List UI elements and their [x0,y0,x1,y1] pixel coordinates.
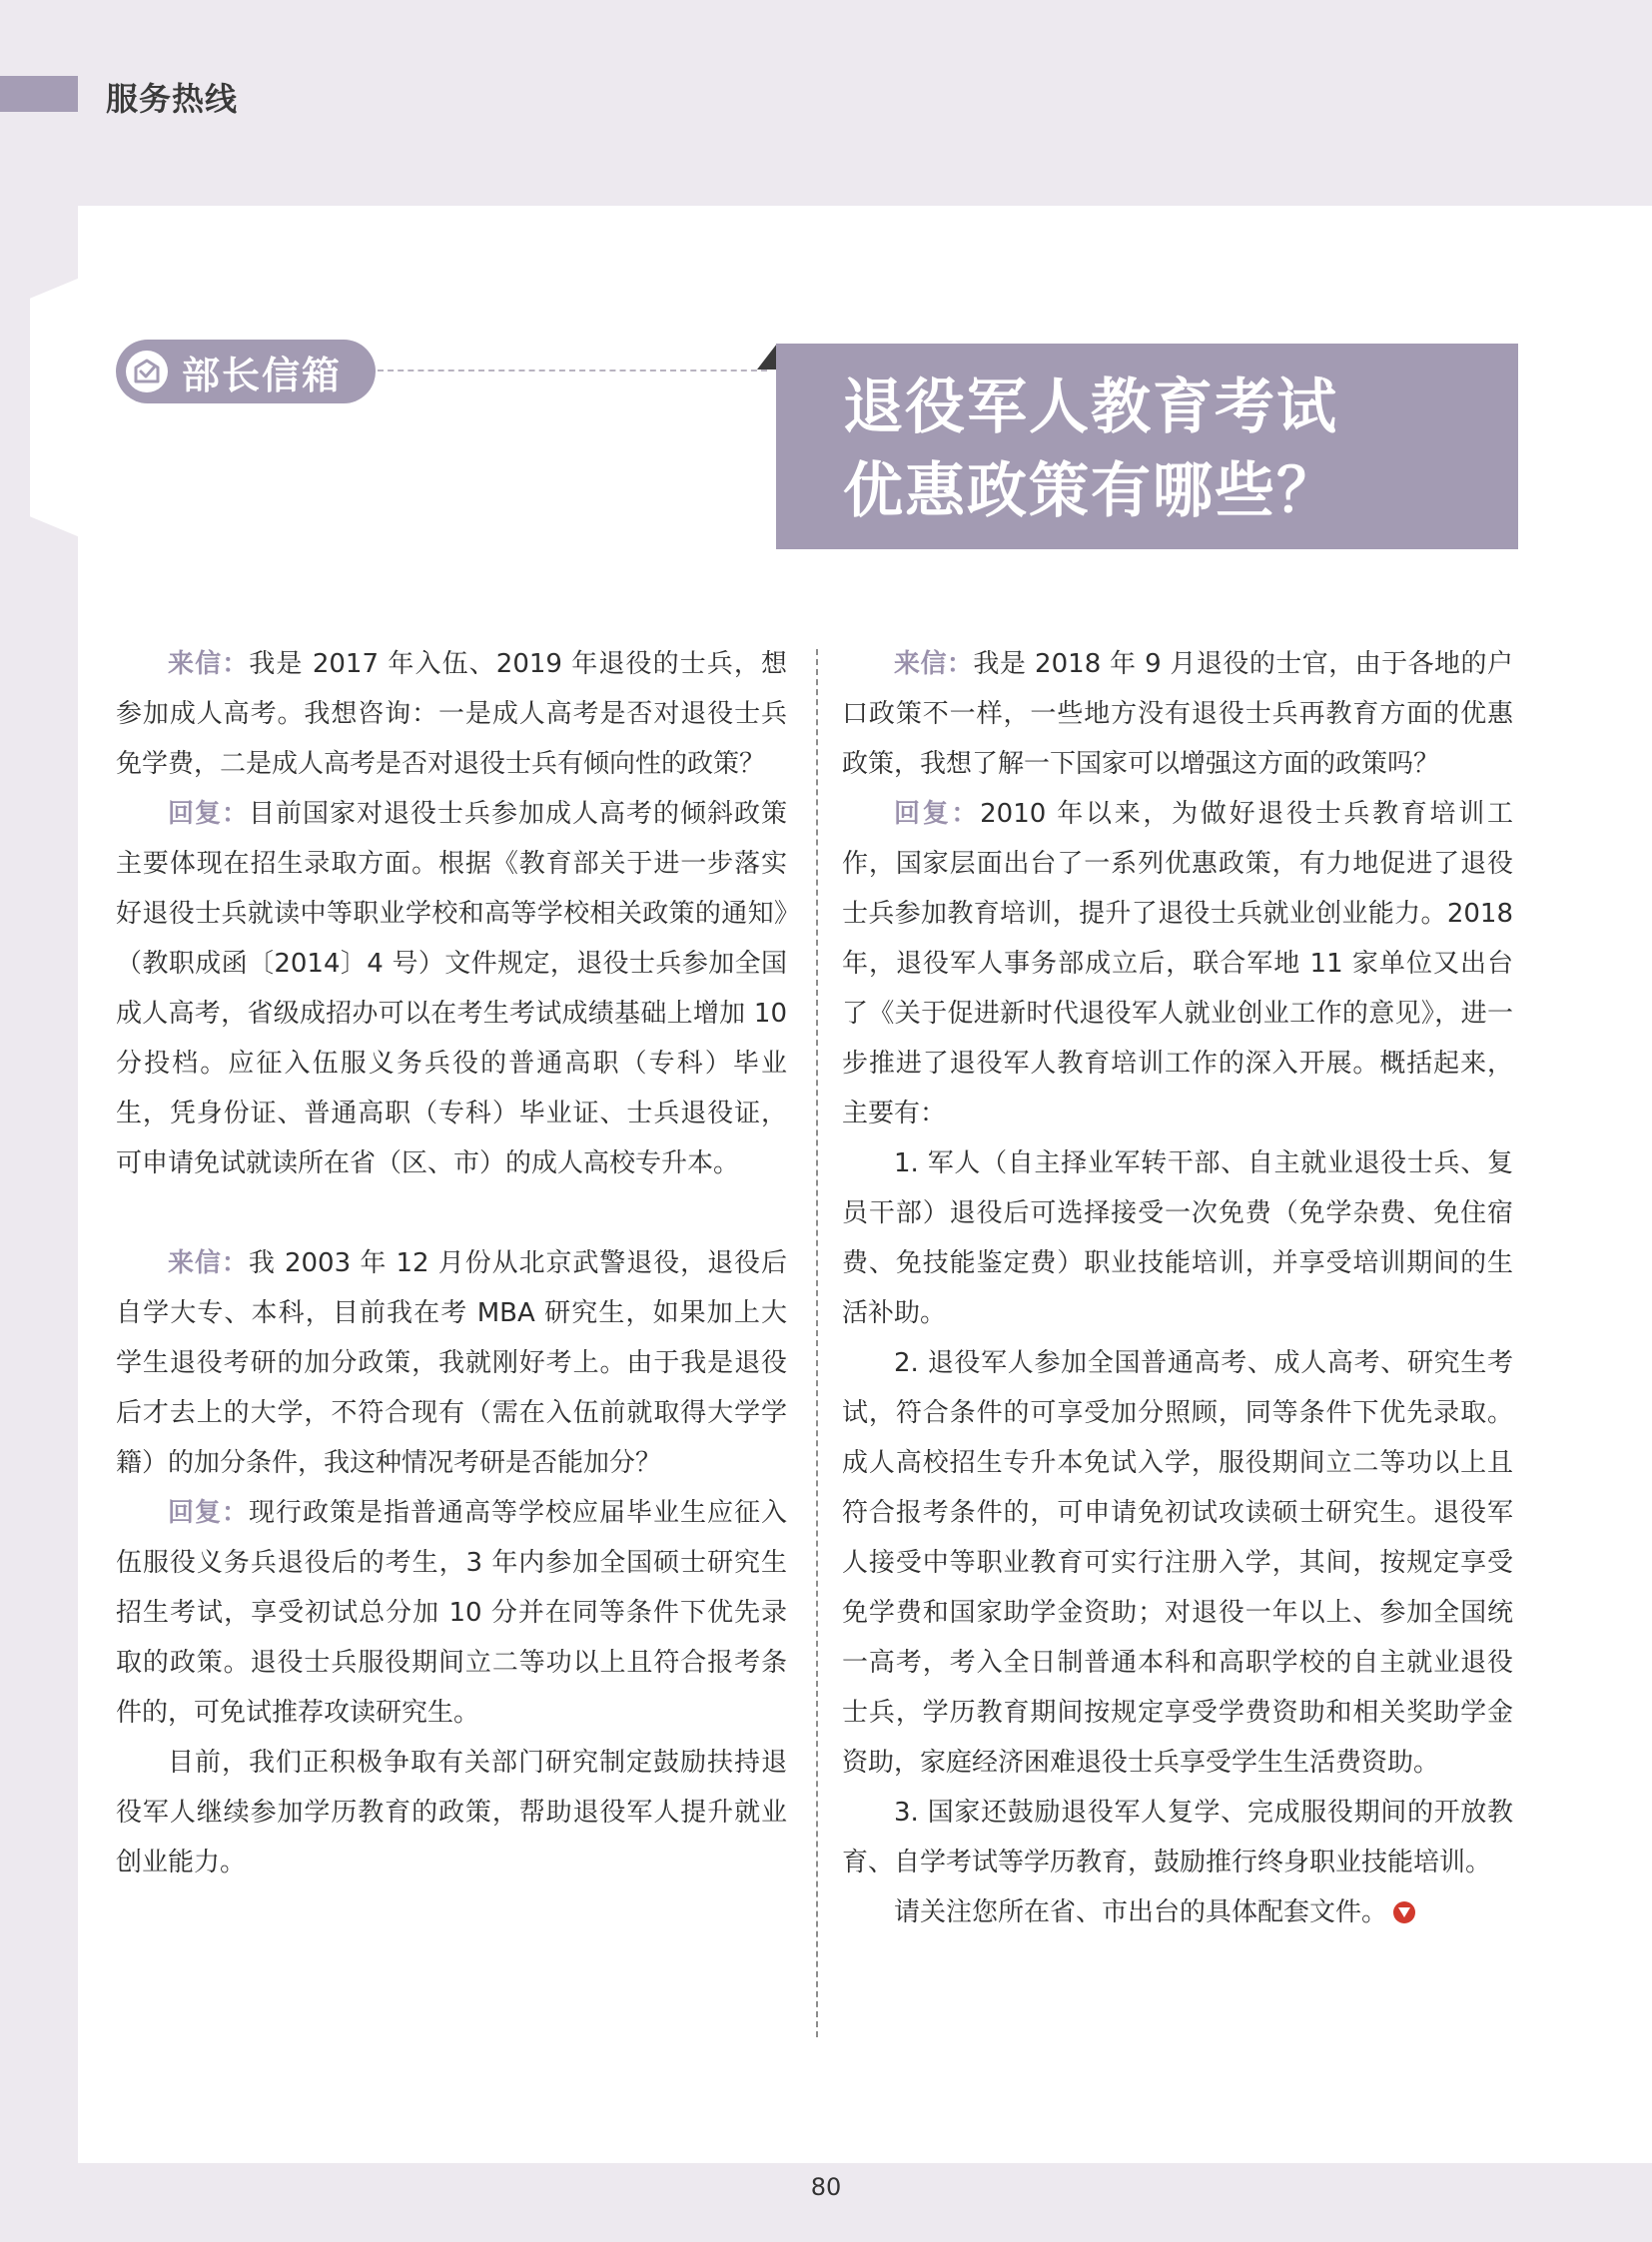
right-column [842,639,1513,1937]
paragraph-text: 目前，我们正积极争取有关部门研究制定鼓励扶持退役军人继续参加学历教育的政策，帮助退役军人提升就业创业能力。 [116,1748,787,1877]
envelope-check-icon [126,351,168,392]
paragraph-text: 2. 退役军人参加全国普通高考、成人高考、研究生考试，符合条件的可享受加分照顾，同等条件下优先录取。成人高校招生专升本免试入学，服役期间立二等功以上且符合报考条件的，可申请免初试攻读硕士研究生。退役军人接受中等职业教育可实行注册入学，其间，按规定享受免学费和国家助学金资助；对退役一年以上、参加全国统一高考，考入全日制普通本科和高职学校的自主就业退役士兵，学历教育期间按规定享受学费资助和相关奖助学金资助，家庭经济困难退役士兵享受学生生活费资助。 [842,1348,1513,1778]
header-accent-bar [0,76,78,112]
left-column [116,639,787,1887]
paragraph-text: 请关注您所在省、市出台的具体配套文件。 [894,1897,1388,1927]
panel-side-notch [30,278,80,537]
letter-paragraph [116,639,787,789]
end-mark-icon [1393,1901,1415,1923]
letter-label: 来信： [894,649,974,679]
paragraph-text: 1. 军人（自主择业军转干部、自主就业退役士兵、复员干部）退役后可选择接受一次免费（免学杂费、免住宿费、免技能鉴定费）职业技能培训，并享受培训期间的生活补助。 [842,1148,1513,1328]
letter-paragraph [842,639,1513,789]
section-title: 服务热线 [106,80,239,118]
reply-paragraph [116,1738,787,1887]
badge-label: 部长信箱 [182,353,343,397]
paragraph-text: 2010 年以来，为做好退役士兵教育培训工作，国家层面出台了一系列优惠政策，有力地促进了退役士兵参加教育培训，提升了退役士兵就业创业能力。2018 年，退役军人事务部成立后，联合军地 11 家单位又出台了《关于促进新时代退役军人就业创业工作的意见》，进一步推进了退役军人教育培训工作的深入开展。概括起来，主要有： [842,799,1513,1128]
reply-label: 回复： [168,1498,249,1528]
paragraph-text: 我 2003 年 12 月份从北京武警退役，退役后自学大专、本科，目前我在考 MBA 研究生，如果加上大学生退役考研的加分政策，我就刚好考上。由于我是退役后才去上的大学，不符合现有（需在入伍前就取得大学学籍）的加分条件，我这种情况考研是否能加分？ [116,1248,787,1478]
reply-paragraph [842,1338,1513,1788]
reply-paragraph [842,1788,1513,1887]
column-divider [816,649,818,2037]
mailbox-badge [116,340,376,403]
reply-paragraph [842,789,1513,1138]
paragraph-text: 目前国家对退役士兵参加成人高考的倾斜政策主要体现在招生录取方面。根据《教育部关于进一步落实好退役士兵就读中等职业学校和高等学校相关政策的通知》（教职成函〔2014〕4 号）文件规定，退役士兵参加全国成人高考，省级成招办可以在考生考试成绩基础上增加 10 分投档。应征入伍服义务兵役的普通高职（专科）毕业生，凭身份证、普通高职（专科）毕业证、士兵退役证，可申请免试就读所在省（区、市）的成人高校专升本。 [116,799,787,1178]
headline-line-1: 退役军人教育考试 [843,373,1338,442]
letter-label: 来信： [168,649,250,679]
badge-connector-line [378,370,767,372]
reply-label: 回复： [894,799,981,829]
paragraph-text: 我是 2018 年 9 月退役的士官，由于各地的户口政策不一样，一些地方没有退役士兵再教育方面的优惠政策，我想了解一下国家可以增强这方面的政策吗？ [842,649,1513,779]
reply-paragraph [842,1138,1513,1338]
headline-line-2: 优惠政策有哪些？ [843,456,1338,526]
headline-box [776,344,1518,549]
paragraph-text: 3. 国家还鼓励退役军人复学、完成服役期间的开放教育、自学考试等学历教育，鼓励推行终身职业技能培训。 [842,1798,1513,1877]
paragraph-text: 现行政策是指普通高等学校应届毕业生应征入伍服役义务兵退役后的考生，3 年内参加全国硕士研究生招生考试，享受初试总分加 10 分并在同等条件下优先录取的政策。退役士兵服役期间立二等功以上且符合报考条件的，可免试推荐攻读研究生。 [116,1498,787,1728]
reply-label: 回复： [168,799,249,829]
reply-paragraph [842,1887,1513,1937]
paragraph-text: 我是 2017 年入伍、2019 年退役的士兵，想参加成人高考。我想咨询：一是成人高考是否对退役士兵免学费，二是成人高考是否对退役士兵有倾向性的政策？ [116,649,787,779]
letter-label: 来信： [168,1248,249,1278]
letter-paragraph [116,1238,787,1488]
page-number: 80 [810,2173,842,2201]
reply-paragraph [116,789,787,1188]
reply-paragraph [116,1488,787,1738]
